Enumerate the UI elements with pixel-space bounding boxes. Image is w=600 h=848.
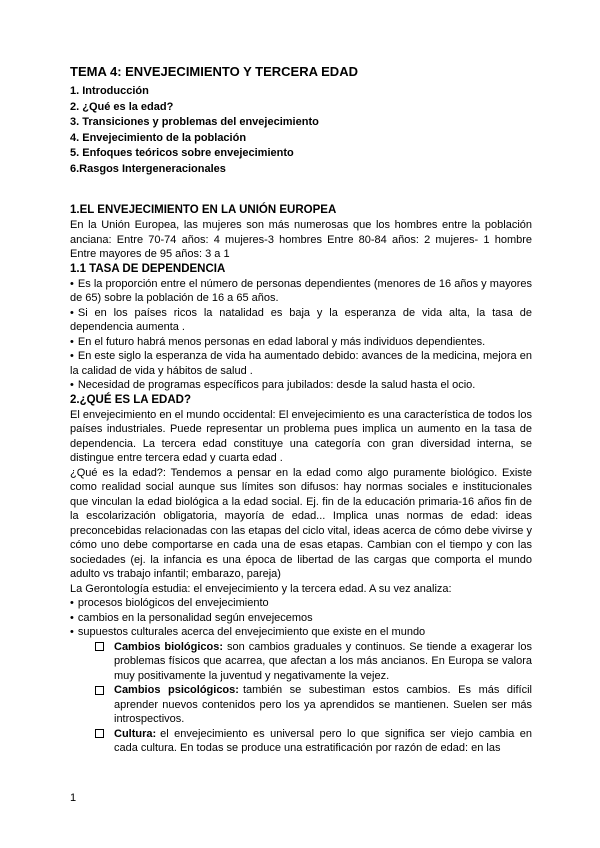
check-list-item-culture	[70, 727, 532, 756]
bullet-item	[70, 625, 532, 640]
bullet-icon: •	[70, 379, 74, 391]
section1-heading: 1.EL ENVEJECIMIENTO EN LA UNIÓN EUROPEA	[70, 204, 337, 216]
document-content	[70, 64, 532, 756]
bullet-item	[70, 277, 532, 306]
bullet-text: procesos biológicos del envejecimiento	[77, 597, 269, 609]
page-number: 1	[70, 792, 77, 804]
toc-item-4: 4. Envejecimiento de la población	[70, 131, 247, 144]
gerontology-lead: La Gerontología estudia: el envejecimiento y la tercera edad. A su vez analiza:	[70, 582, 452, 595]
check-item-text	[114, 640, 532, 684]
bullet-item	[70, 611, 532, 626]
bullet-item	[70, 596, 532, 611]
bullet-text: En el futuro habrá menos personas en edad laboral y más individuos dependientes.	[77, 335, 486, 348]
toc-item-1: 1. Introducción	[70, 85, 149, 97]
section1-1-heading: 1.1 TASA DE DEPENDENCIA	[70, 262, 226, 275]
bullet-item	[70, 335, 532, 350]
toc-item-2: 2. ¿Qué es la edad?	[70, 100, 174, 113]
bullet-icon: •	[70, 306, 74, 319]
table-of-contents	[70, 84, 532, 177]
checkbox-icon	[95, 729, 104, 738]
bullet-item	[70, 378, 532, 393]
bullet-text: Necesidad de programas específicos para jubilados: desde la salud hasta el ocio.	[77, 379, 476, 391]
bullet-icon: •	[70, 597, 74, 609]
bullet-text: cambios en la personalidad según envejecemos	[77, 611, 313, 624]
section2-paragraph-1: El envejecimiento en el mundo occidental: El envejecimiento es una característica de todos los países industriales. Puede representar un problema pues implica un aumento en la tasa de dependencia. La tercera edad constituye una categoría con gran diversidad interna, se distingue entre tercera edad y cuarta edad .	[70, 408, 532, 464]
section-spacer	[70, 177, 532, 203]
bullet-icon: •	[70, 277, 74, 290]
check-list-item-psychological	[70, 683, 532, 727]
check-item-text	[114, 683, 532, 727]
toc-item-3: 3. Transiciones y problemas del envejecimiento	[70, 116, 319, 128]
bullet-text: Es la proporción entre el número de personas dependientes (menores de 16 años y mayores de 65) sobre la población de 16 a 65 años.	[70, 277, 532, 304]
bullet-item	[70, 306, 532, 335]
document-title: TEMA 4: ENVEJECIMIENTO Y TERCERA EDAD	[70, 64, 358, 79]
toc-item-6: 6.Rasgos Intergeneracionales	[70, 162, 226, 175]
check-item-label: Cambios biológicos:	[114, 640, 224, 653]
check-item-body: el envejecimiento es universal pero lo que significa ser viejo cambia en cada cultura. En todas se produce una estratificación por razón de edad: en las	[114, 727, 532, 754]
checkbox-icon	[95, 686, 104, 695]
bullet-text: En este siglo la esperanza de vida ha aumentado debido: avances de la medicina, mejora en la calidad de vida y hábitos de salud .	[70, 350, 532, 377]
toc-item-5: 5. Enfoques teóricos sobre envejecimiento	[70, 147, 294, 159]
checkbox-icon	[95, 642, 104, 651]
check-item-label: Cultura:	[114, 727, 157, 740]
bullet-icon: •	[70, 335, 74, 348]
bullet-text: supuestos culturales acerca del envejecimiento que existe en el mundo	[77, 626, 426, 638]
bullet-item	[70, 349, 532, 378]
check-item-body: son cambios graduales y continuos. Se tiende a exagerar los problemas físicos que acarrea, que afectan a los más ancianos. En Europa se valora muy positivamente la juventud y negativamente la vejez.	[114, 640, 532, 682]
bullet-icon: •	[70, 350, 74, 362]
section2-heading: 2.¿QUÉ ES LA EDAD?	[70, 393, 191, 406]
section1-intro-paragraph: En la Unión Europea, las mujeres son más numerosas que los hombres entre la población anciana: Entre 70-74 años: 4 mujeres-3 hombres Entre 80-84 años: 2 mujeres- 1 hombre Entre mayores de 95 años: 3 a 1	[70, 219, 532, 260]
check-item-label: Cambios psicológicos:	[114, 684, 239, 696]
bullet-icon: •	[70, 626, 74, 638]
check-list-item-biological	[70, 640, 532, 684]
check-item-text	[114, 727, 532, 756]
bullet-text: Si en los países ricos la natalidad es baja y la esperanza de vida alta, la tasa de dependencia aumenta .	[70, 306, 532, 333]
bullet-icon: •	[70, 611, 74, 624]
section2-paragraph-2: ¿Qué es la edad?: Tendemos a pensar en la edad como algo puramente biológico. Existe como realidad social aunque sus límites son difusos: hay normas sociales e institucionales que vinculan la edad biológica a la edad social. Ej. fin de la educación primaria-16 años fin de la escolarización obligatoria, mayoría de edad... Implica unas normas de edad: ideas preconcebidas relacionadas con las etapas del ciclo vital, ideas acerca de cómo debe vivirse y cómo uno debe comportarse en cada una de esas etapas. Cambian con el tiempo y con las sociedades (ej. la infancia es una época de libertad de las cargas que comporta el mundo adulto vs trabajo infantil; embarazo, pareja)	[70, 466, 532, 580]
check-item-body: también se subestiman estos cambios. Es más difícil aprender nuevos contenidos pero los ya aprendidos se mantienen. Suelen ser más introspectivos.	[114, 684, 532, 725]
